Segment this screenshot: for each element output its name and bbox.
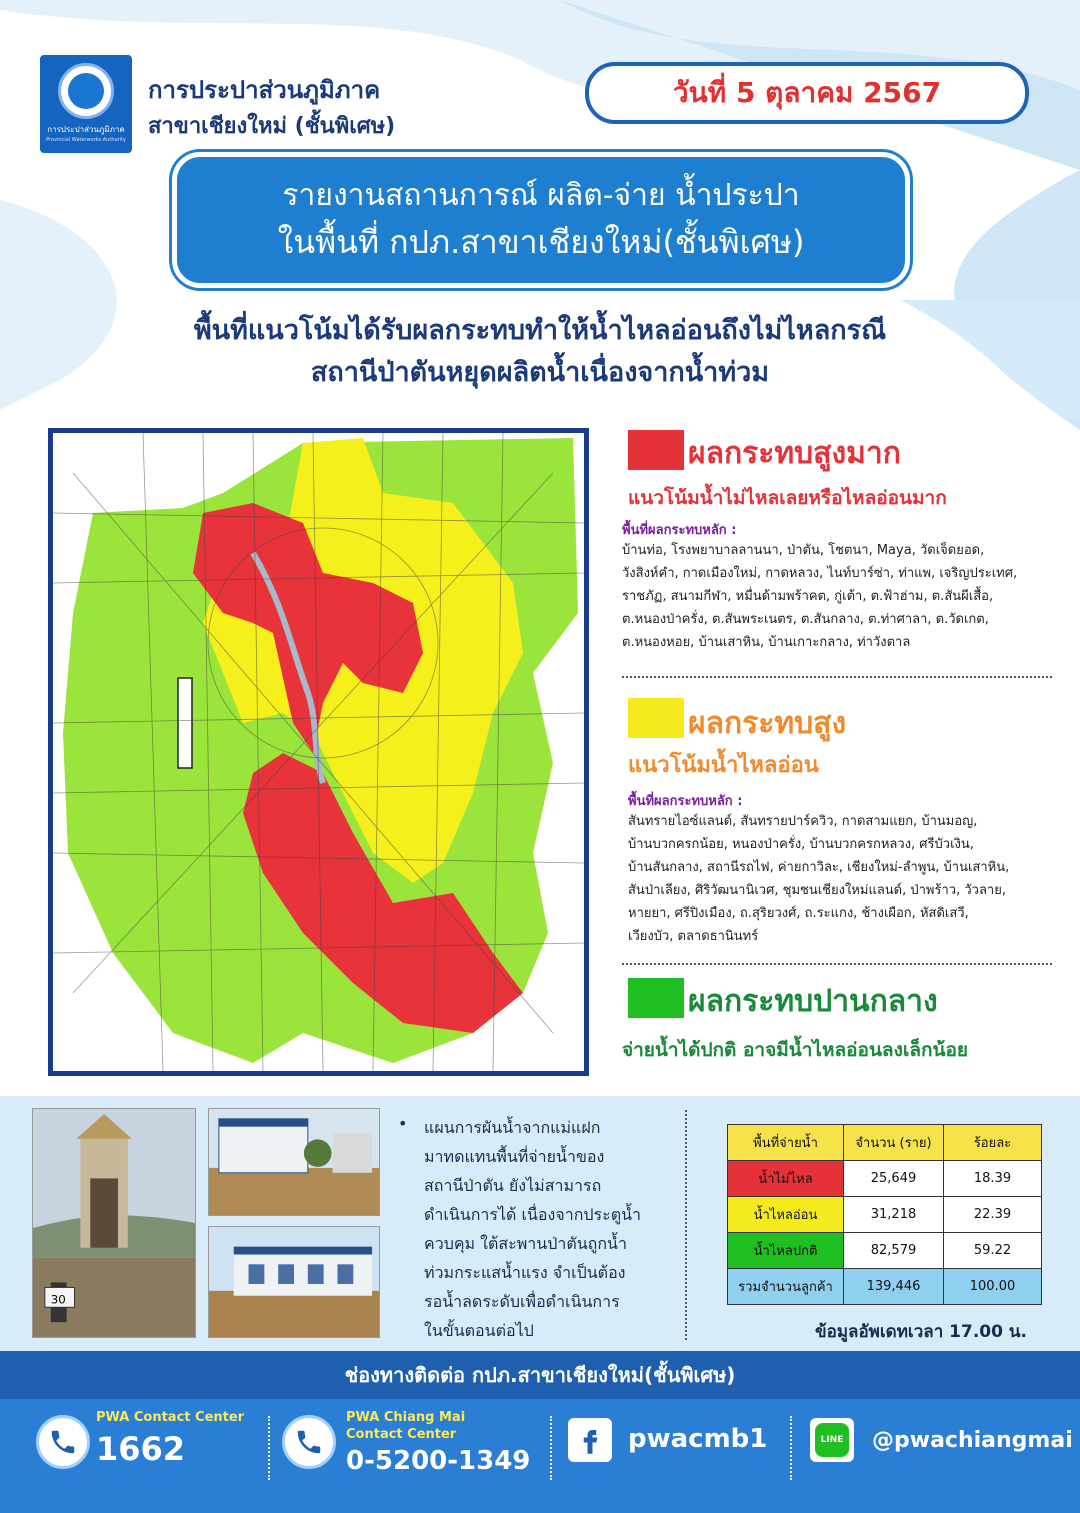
cm-contact-label-1: PWA Chiang Mai [346, 1410, 466, 1425]
legend-red-desc: แนวโน้มน้ำไม่ไหลเลยหรือไหลอ่อนมาก [628, 487, 947, 509]
report-date: วันที่ 5 ตุลาคม 2567 [585, 62, 1029, 124]
divider [622, 963, 1052, 965]
legend-yellow-areas [628, 810, 1068, 948]
area-line: บ้านสันกลาง, สถานีรถไฟ, ค่ายกาวิละ, เชียงใหม่-ลำพูน, บ้านเสาหิน, [628, 860, 1010, 875]
plan-line: รอน้ำลดระดับเพื่อดำเนินการ [424, 1292, 620, 1311]
line-handle[interactable]: @pwachiangmai [872, 1428, 1073, 1453]
legend-yellow-title: ผลกระทบสูง [688, 706, 847, 741]
map-graphic [53, 433, 584, 1071]
table-header: จำนวน (ราย) [844, 1125, 944, 1161]
area-line: บ้านท่อ, โรงพยาบาลลานนา, ป่าตัน, โชตนา, Maya, วัดเจ็ดยอด, [622, 543, 985, 558]
legend-yellow-swatch [628, 698, 684, 738]
photo-sign-text: 30 [50, 1292, 66, 1307]
facebook-handle[interactable]: pwacmb1 [628, 1424, 768, 1454]
plan-line: ท่วมกระแสน้ำแรง จำเป็นต้อง [424, 1263, 626, 1282]
row-count: 31,218 [844, 1197, 944, 1233]
pwa-contact-number[interactable]: 1662 [96, 1430, 186, 1468]
table-header-row [728, 1125, 1042, 1161]
table-header: พื้นที่จ่ายน้ำ [728, 1125, 844, 1161]
stats-table-wrap [727, 1124, 1042, 1305]
legend-yellow-area-heading: พื้นที่ผลกระทบหลัก : [628, 794, 743, 809]
cm-contact-number[interactable]: 0-5200-1349 [346, 1446, 531, 1476]
area-line: ต.หนองหอย, บ้านเสาหิน, บ้านเกาะกลาง, ท่าวังตาล [622, 635, 911, 650]
report-title [172, 152, 910, 288]
area-line: ราชภัฏ, สนามกีฬา, หมื่นด้ามพร้าคต, กู่เต้า, ต.ฟ้าฮ่าม, ต.สันผีเสื้อ, [622, 589, 994, 604]
row-label: น้ำไม่ไหล [728, 1161, 844, 1197]
phone-icon [36, 1415, 90, 1469]
update-note: ข้อมูลอัพเดทเวลา 17.00 น. [815, 1322, 1027, 1342]
subtitle-line-2: สถานีป่าตันหยุดผลิตน้ำเนื่องจากน้ำท่วม [310, 357, 770, 388]
title-line-2: ในพื้นที่ กปภ.สาขาเชียงใหม่(ชั้นพิเศษ) [277, 223, 805, 261]
divider [622, 676, 1052, 678]
area-line: ต.หนองป่าครั่ง, ต.สันพระเนตร, ต.สันกลาง, ต.ท่าศาลา, ต.วัดเกต, [622, 612, 989, 627]
plan-line: ดำเนินการได้ เนื่องจากประตูน้ำ [424, 1205, 642, 1224]
area-line: บ้านบวกครกน้อย, หนองป่าครั่ง, บ้านบวกครกหลวง, ศรีบัวเงิน, [628, 837, 974, 852]
pwa-contact-label: PWA Contact Center [96, 1410, 245, 1425]
legend-yellow-desc: แนวโน้มน้ำไหลอ่อน [628, 753, 819, 778]
plan-bullet-icon: • [398, 1114, 408, 1133]
table-row [728, 1197, 1042, 1233]
row-percent: 18.39 [944, 1161, 1042, 1197]
legend-red-area-heading: พื้นที่ผลกระทบหลัก : [622, 523, 737, 538]
org-branch: สาขาเชียงใหม่ (ชั้นพิเศษ) [148, 114, 396, 139]
table-header: ร้อยละ [944, 1125, 1042, 1161]
plan-text [424, 1113, 704, 1345]
logo-text: การประปาส่วนภูมิภาค [47, 125, 125, 134]
line-icon[interactable] [810, 1418, 854, 1462]
logo-subtext: Provincial Waterworks Authority [46, 137, 126, 143]
photo-flooded-street [32, 1108, 196, 1338]
row-percent: 59.22 [944, 1233, 1042, 1269]
pwa-emblem-icon [58, 63, 114, 119]
area-line: เวียงบัว, ตลาดธานินทร์ [628, 929, 759, 944]
impact-map [48, 428, 589, 1076]
org-name: การประปาส่วนภูมิภาค [148, 76, 381, 104]
area-line: วังสิงห์คำ, กาดเมืองใหม่, กาดหลวง, ไนท์บาร์ซ่า, ท่าแพ, เจริญประเทศ, [622, 566, 1018, 581]
plan-line: ควบคุม ใต้สะพานป่าตันถูกน้ำ [424, 1234, 627, 1253]
cm-contact-label-2: Contact Center [346, 1427, 457, 1442]
subtitle [40, 310, 1040, 394]
legend-green-desc: จ่ายน้ำได้ปกติ อาจมีน้ำไหลอ่อนลงเล็กน้อย [622, 1039, 969, 1061]
row-count: 25,649 [844, 1161, 944, 1197]
photo-flooded-building [208, 1108, 380, 1216]
contact-heading: ช่องทางติดต่อ กปภ.สาขาเชียงใหม่(ชั้นพิเศษ) [0, 1351, 1080, 1399]
vertical-divider [685, 1110, 687, 1340]
row-percent: 100.00 [944, 1269, 1042, 1305]
table-row [728, 1161, 1042, 1197]
row-label: รวมจำนวนลูกค้า [728, 1269, 844, 1305]
legend-red-swatch [628, 430, 684, 470]
area-line: สันป่าเลียง, ศิริวัฒนานิเวศ, ชุมชนเชียงใหม่แลนด์, ป่าพร้าว, วัวลาย, [628, 883, 1006, 898]
area-line: หายยา, ศรีปิงเมือง, ถ.สุริยวงศ์, ถ.ระแกง, ช้างเผือก, หัสดิเสวี, [628, 906, 969, 921]
line-icon-text: LINE [815, 1423, 849, 1457]
row-label: น้ำไหลอ่อน [728, 1197, 844, 1233]
plan-line: มาทดแทนพื้นที่จ่ายน้ำของ [424, 1147, 605, 1166]
footer-divider [550, 1416, 552, 1480]
legend-green-title: ผลกระทบปานกลาง [688, 984, 938, 1019]
row-label: น้ำไหลปกติ [728, 1233, 844, 1269]
plan-line: แผนการผันน้ำจากแม่แฝก [424, 1118, 601, 1137]
subtitle-line-1: พื้นที่แนวโน้มได้รับผลกระทบทำให้น้ำไหลอ่อนถึงไม่ไหลกรณี [193, 315, 887, 346]
row-percent: 22.39 [944, 1197, 1042, 1233]
area-line: สันทรายไอซ์แลนด์, สันทรายปาร์ควิว, กาดสามแยก, บ้านมอญ, [628, 814, 978, 829]
legend-red-areas [622, 539, 1062, 654]
plan-line: สถานีป่าตัน ยังไม่สามารถ [424, 1176, 602, 1195]
footer-divider [790, 1416, 792, 1480]
title-line-1: รายงานสถานการณ์ ผลิต-จ่าย น้ำประปา [282, 178, 800, 213]
row-count: 139,446 [844, 1269, 944, 1305]
pwa-logo [40, 55, 132, 153]
airport-runway [178, 678, 192, 768]
phone-icon [282, 1415, 336, 1469]
footer-divider [268, 1416, 270, 1480]
table-row [728, 1233, 1042, 1269]
legend-red-title: ผลกระทบสูงมาก [688, 436, 901, 471]
row-count: 82,579 [844, 1233, 944, 1269]
photo-flooded-station [208, 1226, 380, 1338]
plan-line: ในขั้นตอนต่อไป [424, 1321, 534, 1340]
stats-table [727, 1124, 1042, 1305]
facebook-icon[interactable] [568, 1418, 612, 1462]
table-total-row [728, 1269, 1042, 1305]
legend-green-swatch [628, 978, 684, 1018]
